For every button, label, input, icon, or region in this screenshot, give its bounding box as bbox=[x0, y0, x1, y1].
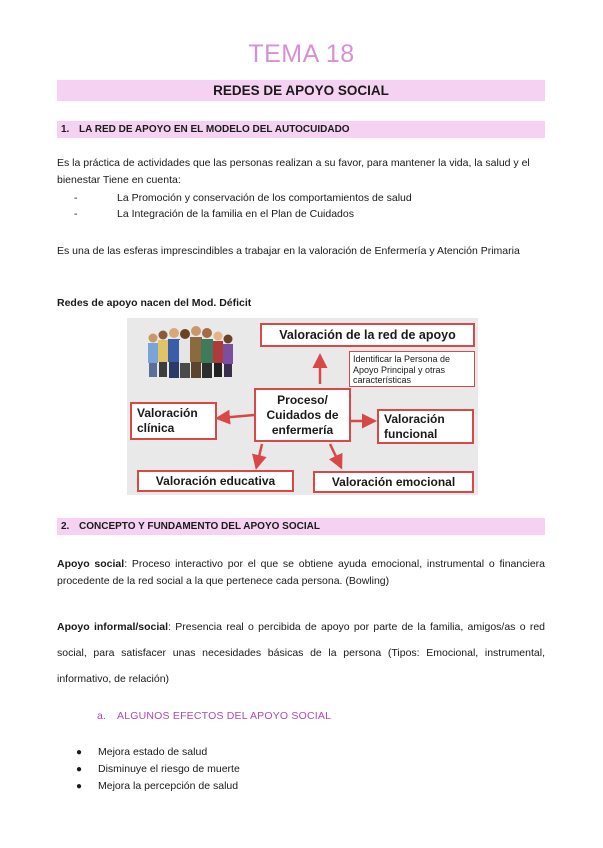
arrow-to-clinica bbox=[220, 415, 254, 418]
bullet-icon: ● bbox=[76, 764, 83, 775]
section-1-paragraph-1: Es la práctica de actividades que las personas realizan a su favor, para mantener la vida, la salud y el bienestar Tiene en cuenta: bbox=[57, 157, 530, 186]
definition-apoyo-informal bbox=[57, 614, 545, 692]
support-network-diagram bbox=[127, 318, 478, 495]
people-group-illustration bbox=[148, 326, 233, 378]
section-1-number: 1. bbox=[61, 124, 70, 135]
definition-text: : Presencia real o percibida de apoyo por parte de la familia, amigos/as o red social, para satisfacer unas necesidades básicas de la persona (Tipos: Emocional, instrumental, informativo, de relación) bbox=[57, 621, 545, 685]
page-title: TEMA 18 bbox=[248, 40, 355, 68]
dash-marker: - bbox=[74, 192, 78, 204]
bullet-icon: ● bbox=[76, 781, 83, 792]
definition-text: : Proceso interactivo por el que se obtiene ayuda emocional, instrumental o financiera procedente de la red social a la que pertenece cada persona. (Bowling) bbox=[57, 558, 545, 587]
arrow-to-emocional bbox=[330, 444, 340, 465]
box-valoracion-educativa: Valoración educativa bbox=[137, 470, 294, 492]
subsection-a-heading bbox=[97, 710, 331, 722]
box-valoracion-emocional: Valoración emocional bbox=[313, 471, 474, 493]
person-figure bbox=[158, 331, 168, 378]
definition-term: Apoyo social bbox=[57, 558, 125, 570]
section-2-title: CONCEPTO Y FUNDAMENTO DEL APOYO SOCIAL bbox=[79, 521, 320, 532]
box-proceso-cuidados: Proceso/ Cuidados de enfermería bbox=[254, 388, 351, 442]
box-red-apoyo: Valoración de la red de apoyo bbox=[260, 323, 475, 347]
section-2-heading bbox=[57, 518, 545, 535]
definition-apoyo-social bbox=[57, 556, 545, 590]
main-heading: REDES DE APOYO SOCIAL bbox=[57, 80, 545, 101]
section-1-heading bbox=[57, 121, 545, 138]
list-item-text: La Promoción y conservación de los comportamientos de salud bbox=[117, 192, 412, 204]
subsection-letter: a. bbox=[97, 710, 107, 722]
arrow-to-educativa bbox=[257, 444, 262, 465]
person-figure bbox=[223, 335, 233, 378]
bullet-item bbox=[76, 778, 238, 795]
subsection-title: ALGUNOS EFECTOS DEL APOYO SOCIAL bbox=[117, 710, 332, 722]
person-figure bbox=[148, 334, 158, 378]
bullet-item bbox=[76, 761, 240, 778]
person-figure bbox=[168, 328, 180, 378]
bullet-icon: ● bbox=[76, 747, 83, 758]
bullet-text: Mejora la percepción de salud bbox=[98, 780, 239, 792]
note-persona-apoyo: Identificar la Persona de Apoyo Principal y otras características bbox=[349, 351, 475, 387]
definition-term: Apoyo informal/social bbox=[57, 621, 169, 633]
bullet-item bbox=[76, 744, 207, 761]
person-figure bbox=[190, 326, 202, 378]
section-1-paragraph-2: Es una de las esferas imprescindibles a trabajar en la valoración de Enfermería y Atención Primaria bbox=[57, 245, 520, 257]
list-item-text: La Integración de la familia en el Plan de Cuidados bbox=[117, 208, 354, 220]
section-1-title: LA RED DE APOYO EN EL MODELO DEL AUTOCUIDADO bbox=[79, 124, 350, 135]
box-valoracion-funcional: Valoración funcional bbox=[377, 409, 474, 444]
diagram-caption: Redes de apoyo nacen del Mod. Déficit bbox=[57, 297, 252, 309]
person-figure bbox=[179, 329, 191, 378]
person-figure bbox=[201, 328, 213, 378]
bullet-text: Mejora estado de salud bbox=[98, 746, 208, 758]
section-2-number: 2. bbox=[61, 521, 70, 532]
box-valoracion-clinica: Valoración clínica bbox=[130, 402, 217, 440]
dash-marker: - bbox=[74, 208, 78, 220]
bullet-text: Disminuye el riesgo de muerte bbox=[98, 763, 240, 775]
person-figure bbox=[213, 332, 223, 378]
